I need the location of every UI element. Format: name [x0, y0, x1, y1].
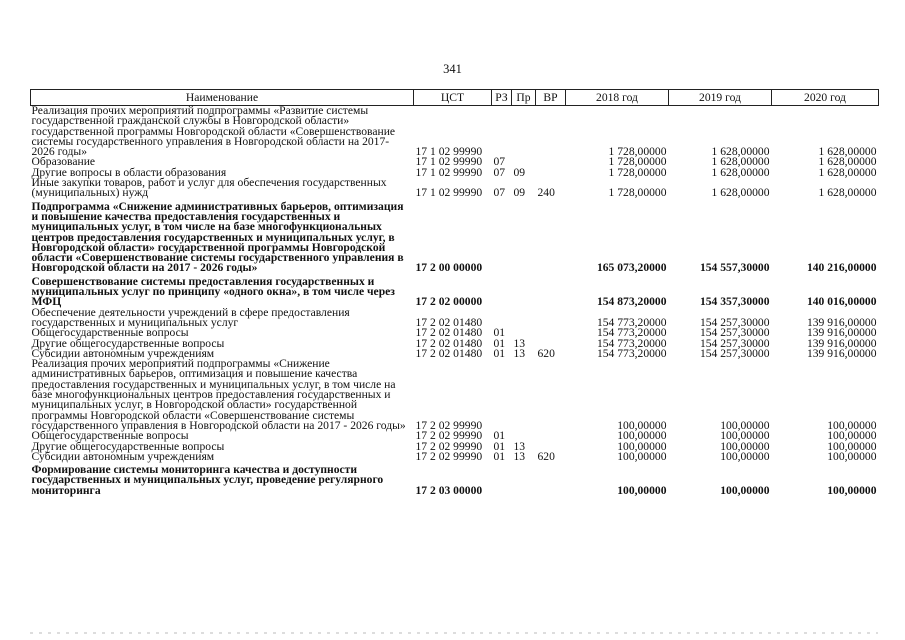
cell-rz: 01 — [493, 326, 506, 340]
cell-name: Другие общегосударственные вопросы — [31, 336, 225, 350]
cell-vr — [536, 274, 566, 308]
cell-rz: 07 — [493, 186, 506, 200]
cell-y2018: 154 773,20000 — [596, 346, 667, 360]
cell-y2018: 100,00000 — [617, 418, 667, 432]
cell-cst: 17 2 03 00000 — [415, 483, 483, 497]
cell-pr: 09 — [513, 186, 526, 200]
cell-pr: 13 — [513, 346, 526, 360]
cell-rz — [492, 308, 512, 329]
cell-y2020: 1 628,00000 — [818, 186, 877, 200]
cell-name: Субсидии автономным учреждениям — [31, 449, 215, 463]
cell-vr — [536, 168, 566, 178]
cell-name: Другие вопросы в области образования — [31, 165, 227, 179]
cell-cst: 17 2 02 99990 — [415, 429, 483, 443]
cell-name: Общегосударственные вопросы — [31, 326, 189, 340]
cell-cst: 17 2 02 99990 — [415, 418, 483, 432]
cell-rz: 01 — [493, 449, 506, 463]
cell-y2019: 154 557,30000 — [699, 261, 770, 275]
table-row — [31, 106, 879, 158]
cell-cst: 17 2 00 00000 — [415, 261, 483, 275]
cell-y2020: 140 016,00000 — [806, 295, 877, 309]
cell-cst: 17 2 02 01480 — [415, 336, 483, 350]
cell-name: Образование — [31, 155, 96, 169]
cell-y2020: 1 628,00000 — [818, 155, 877, 169]
cell-y2019: 1 628,00000 — [711, 155, 770, 169]
cell-y2019: 154 357,30000 — [699, 295, 770, 309]
cell-y2020: 139 916,00000 — [806, 326, 877, 340]
cell-rz — [492, 199, 512, 274]
cell-y2019: 154 257,30000 — [699, 346, 770, 360]
header-vr: ВР — [536, 90, 566, 106]
cell-y2020: 140 216,00000 — [806, 261, 877, 275]
cell-y2020: 139 916,00000 — [806, 315, 877, 329]
header-rz: РЗ — [492, 90, 512, 106]
cell-vr — [536, 328, 566, 338]
cell-rz: 01 — [493, 336, 506, 350]
cell-name: Общегосударственные вопросы — [31, 429, 189, 443]
cell-name: Совершенствование системы предоставления государственных и муниципальных услуг по принципу «одного окна», в том числе через МФЦ — [31, 274, 395, 309]
cell-y2019: 1 628,00000 — [711, 145, 770, 159]
cell-y2018: 100,00000 — [617, 439, 667, 453]
cell-vr — [536, 462, 566, 496]
header-2019: 2019 год — [669, 90, 772, 106]
table-body — [31, 106, 879, 496]
table-row — [31, 359, 879, 431]
cell-cst: 17 2 02 01480 — [415, 315, 483, 329]
cell-cst: 17 2 02 01480 — [415, 346, 483, 360]
header-pr: Пр — [512, 90, 536, 106]
cell-rz — [492, 359, 512, 431]
cell-cst: 17 1 02 99990 — [415, 165, 483, 179]
header-name: Наименование — [31, 90, 414, 106]
cell-cst: 17 1 02 99990 — [415, 186, 483, 200]
cell-pr — [512, 106, 536, 158]
cell-pr — [512, 462, 536, 496]
cell-y2018: 1 728,00000 — [608, 145, 667, 159]
cell-y2018: 154 873,20000 — [596, 295, 667, 309]
cell-y2020: 100,00000 — [827, 418, 877, 432]
cell-y2020: 1 628,00000 — [818, 145, 877, 159]
cell-name: Другие общегосударственные вопросы — [31, 439, 225, 453]
cell-y2018: 100,00000 — [617, 483, 667, 497]
cell-cst: 17 2 02 99990 — [415, 439, 483, 453]
cell-rz: 07 — [493, 155, 506, 169]
cell-vr — [536, 431, 566, 441]
scan-artifact — [30, 632, 878, 634]
table-row — [31, 462, 879, 496]
cell-y2018: 100,00000 — [617, 429, 667, 443]
cell-y2020: 139 916,00000 — [806, 336, 877, 350]
cell-y2019: 100,00000 — [720, 439, 770, 453]
cell-cst: 17 1 02 99990 — [415, 145, 483, 159]
cell-y2020: 100,00000 — [827, 439, 877, 453]
table-row — [31, 274, 879, 308]
cell-y2020: 100,00000 — [827, 429, 877, 443]
cell-vr: 620 — [537, 449, 555, 463]
page-number: 341 — [443, 62, 462, 76]
cell-vr — [536, 308, 566, 329]
cell-y2019: 1 628,00000 — [711, 186, 770, 200]
cell-vr — [536, 359, 566, 431]
cell-y2020: 100,00000 — [827, 449, 877, 463]
cell-vr — [536, 199, 566, 274]
cell-pr: 13 — [513, 449, 526, 463]
cell-name: Формирование системы мониторинга качества и доступности государственных и муниципальных услуг, проведение регулярного мониторинга — [31, 463, 384, 497]
cell-name: Иные закупки товаров, работ и услуг для обеспечения государственных (муниципальных) нужд — [31, 176, 387, 200]
cell-pr — [512, 359, 536, 431]
cell-y2019: 154 257,30000 — [699, 326, 770, 340]
cell-pr: 13 — [513, 336, 526, 350]
cell-name: Реализация прочих мероприятий подпрограммы «Развитие системы государственной гражданской службы в Новгородской области» государственной программы Новгородской области «Совершенствование системы государственного управления в Новгородской области на 2017-2026 годы» — [31, 104, 396, 159]
cell-y2018: 154 773,20000 — [596, 336, 667, 350]
cell-y2018: 154 773,20000 — [596, 326, 667, 340]
cell-y2020: 1 628,00000 — [818, 165, 877, 179]
cell-y2018: 1 728,00000 — [608, 165, 667, 179]
cell-cst: 17 2 02 99990 — [415, 449, 483, 463]
cell-cst: 17 1 02 99990 — [415, 155, 483, 169]
cell-pr — [512, 308, 536, 329]
cell-pr: 09 — [513, 165, 526, 179]
cell-y2018: 100,00000 — [617, 449, 667, 463]
cell-name: Реализация прочих мероприятий подпрограммы «Снижение административных барьеров, оптимизация и повышение качества предоставления государственных и муниципальных услуг, в том числе на базе многофункциональных центров предоставления государственных и муниципальных услуг, в Новгородской области» государственной программы Новгородской области «Совершенствование системы государственного управления в Новгородской области на 2017 - 2026 годы» — [31, 357, 406, 432]
cell-rz: 01 — [493, 429, 506, 443]
cell-y2019: 1 628,00000 — [711, 165, 770, 179]
cell-name: Субсидии автономным учреждениям — [31, 346, 215, 360]
cell-pr: 13 — [513, 439, 526, 453]
table-row — [31, 452, 879, 462]
cell-pr — [512, 199, 536, 274]
cell-y2019: 100,00000 — [720, 449, 770, 463]
cell-cst: 17 2 02 00000 — [415, 295, 483, 309]
budget-table — [30, 89, 879, 496]
cell-vr: 620 — [537, 346, 555, 360]
cell-y2019: 100,00000 — [720, 429, 770, 443]
cell-rz: 07 — [493, 165, 506, 179]
cell-y2019: 154 257,30000 — [699, 336, 770, 350]
cell-vr: 240 — [537, 186, 555, 200]
table-row — [31, 199, 879, 274]
cell-y2020: 139 916,00000 — [806, 346, 877, 360]
cell-y2018: 165 073,20000 — [596, 261, 667, 275]
cell-rz: 01 — [493, 439, 506, 453]
cell-y2019: 154 257,30000 — [699, 315, 770, 329]
cell-y2018: 1 728,00000 — [608, 186, 667, 200]
table-row — [31, 178, 879, 199]
cell-rz — [492, 106, 512, 158]
cell-y2018: 1 728,00000 — [608, 155, 667, 169]
cell-name: Подпрограмма «Снижение административных барьеров, оптимизация и повышение качества предоставления государственных и муниципальных услуг, в том числе на базе многофункциональных центров предоставления государственных и муниципальных услуг, в Новгородской области» государственной программы Новгородской области «Совершенствование системы государственного управления в Новгородской области на 2017 - 2026 годы» — [31, 199, 404, 275]
header-2020: 2020 год — [772, 90, 879, 106]
table-row — [31, 308, 879, 329]
cell-y2020: 100,00000 — [827, 483, 877, 497]
cell-rz: 01 — [493, 346, 506, 360]
cell-y2018: 154 773,20000 — [596, 315, 667, 329]
cell-vr — [536, 157, 566, 167]
header-cst: ЦСТ — [414, 90, 492, 106]
cell-vr — [536, 106, 566, 158]
cell-pr — [512, 274, 536, 308]
cell-rz — [492, 462, 512, 496]
cell-y2019: 100,00000 — [720, 418, 770, 432]
cell-name: Обеспечение деятельности учреждений в сфере предоставления государственных и муниципальных услуг — [31, 305, 350, 329]
cell-rz — [492, 274, 512, 308]
header-2018: 2018 год — [566, 90, 669, 106]
cell-cst: 17 2 02 01480 — [415, 326, 483, 340]
cell-y2019: 100,00000 — [720, 483, 770, 497]
